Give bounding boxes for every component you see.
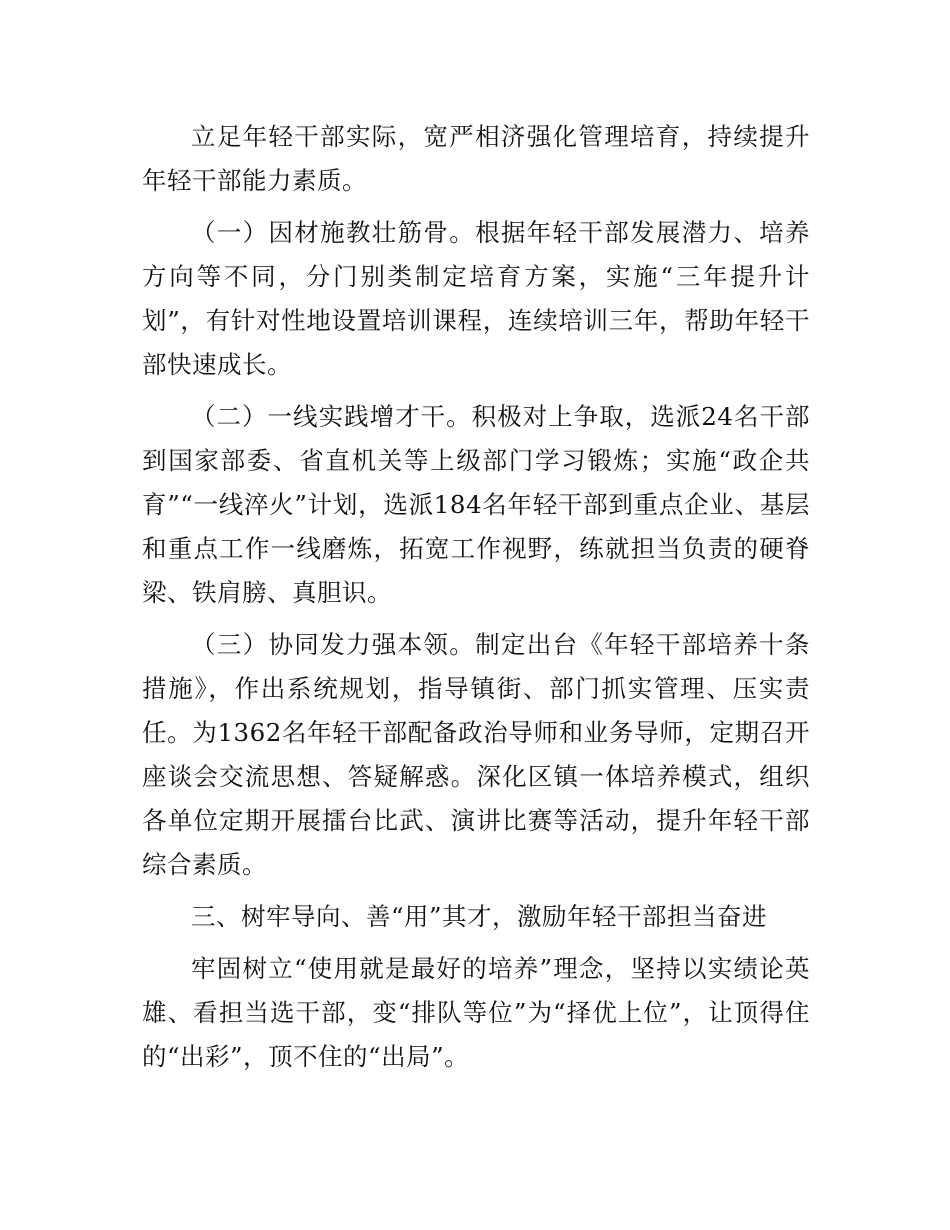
section-heading-3: 三、树牢导向、善“用”其才，激励年轻干部担当奋进 bbox=[191, 902, 768, 931]
paragraph-intro: 立足年轻干部实际，宽严相济强化管理培育，持续提升年轻干部能力素质。 bbox=[142, 122, 810, 195]
paragraph-section-2: （二）一线实践增才干。积极对上争取，选派24名干部到国家部委、省直机关等上级部门学习锻炼；实施“政企共育”“一线淬火”计划，选派184名年轻干部到重点企业、基层和重点工作一线磨炼，拓宽工作视野，练就担当负责的硬脊梁、铁肩膀、真胆识。 bbox=[142, 402, 810, 607]
document-body bbox=[142, 115, 810, 1087]
paragraph-heading-3-body: 牢固树立“使用就是最好的培养”理念，坚持以实绩论英雄、看担当选干部，变“排队等位”为“择优上位”，让顶得住的“出彩”，顶不住的“出局”。 bbox=[142, 954, 810, 1071]
paragraph-section-1: （一）因材施教壮筋骨。根据年轻干部发展潜力、培养方向等不同，分门别类制定培育方案，实施“三年提升计划”，有针对性地设置培训课程，连续培训三年，帮助年轻干部快速成长。 bbox=[142, 218, 810, 379]
paragraph-section-3: （三）协同发力强本领。制定出台《年轻干部培养十条措施》，作出系统规划，指导镇街、部门抓实管理、压实责任。为1362名年轻干部配备政治导师和业务导师，定期召开座谈会交流思想、答疑解惑。深化区镇一体培养模式，组织各单位定期开展擂台比武、演讲比赛等活动，提升年轻干部综合素质。 bbox=[142, 630, 810, 879]
